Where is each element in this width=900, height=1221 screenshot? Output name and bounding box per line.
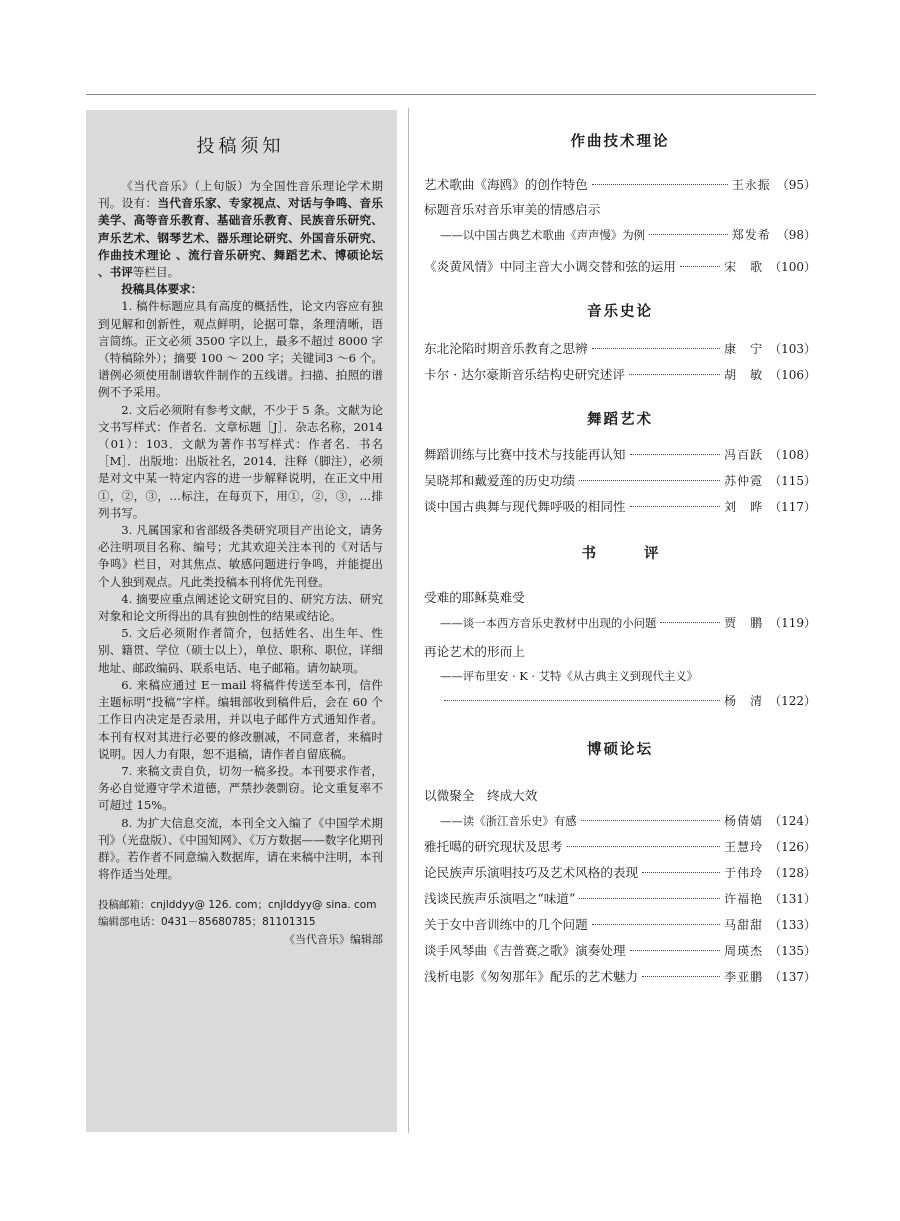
toc-entry[interactable]: [424, 886, 816, 912]
leader-dots: [660, 622, 720, 623]
entry-author: 宋 歌: [724, 260, 764, 274]
entry-page: （103）: [769, 342, 816, 356]
toc-entry-subtitle[interactable]: [424, 610, 816, 636]
entry-author: 冯百跃: [724, 448, 764, 462]
requirement-item: 4. 摘要应重点阐述论文研究目的、研究方法、研究对象和论文所得出的具有独创性的结果或结论。: [98, 591, 383, 624]
toc-entry[interactable]: [424, 468, 816, 494]
requirement-item: 7. 来稿文责自负，切勿一稿多投。本刊要求作者，务必自觉遵守学术道德，严禁抄袭剽窃。论文重复率不可超过 15%。: [98, 763, 383, 813]
section-title-composition: 作曲技术理论: [570, 134, 670, 150]
toc-entry[interactable]: [424, 964, 816, 990]
entry-title: 舞蹈训练与比赛中技术与技能再认知: [424, 447, 626, 462]
entry-page: （133）: [769, 918, 816, 932]
top-rule: [86, 94, 816, 95]
notice-body: [98, 178, 383, 883]
toc-entry-subtitle[interactable]: [424, 808, 816, 834]
toc-entry[interactable]: [424, 938, 816, 964]
intro-column-list: 当代音乐家、专家视点、对话与争鸣、音乐美学、高等音乐教育、基础音乐教育、民族音乐研究、声乐艺术、钢琴艺术、器乐理论研究、外国音乐研究、作曲技术理论 、流行音乐研究、舞蹈艺术、博硕论坛 、书评: [98, 196, 383, 280]
leader-dots: [444, 700, 720, 701]
section-title-book-review: 书评: [581, 546, 707, 562]
leader-dots: [680, 266, 720, 267]
entry-page: （126）: [769, 840, 816, 854]
entry-page: （115）: [769, 474, 816, 488]
toc-entry[interactable]: [424, 494, 816, 520]
intro-tail: 等栏目。: [132, 265, 180, 280]
toc-entry[interactable]: [424, 172, 816, 198]
editorial-signature: 《当代音乐》编辑部: [284, 933, 383, 947]
leader-dots: [581, 820, 720, 821]
entry-title: 关于女中音训练中的几个问题: [424, 917, 588, 932]
entry-author: 胡 敏: [724, 368, 764, 382]
entry-author: 郑发希: [731, 228, 771, 242]
requirement-item: 3. 凡属国家和省部级各类研究项目产出论文，请务必注明项目名称、编号；尤其欢迎关注本刊的《对话与争鸣》栏目，对其焦点、敏感问题进行争鸣，并能提出个人独到观点。凡此类投稿本刊将优先刊登。: [98, 523, 383, 589]
entry-page: （128）: [769, 866, 816, 880]
entry-title: 《炎黄风情》中同主音大小调交替和弦的运用: [424, 259, 676, 274]
leader-dots: [592, 924, 720, 925]
entry-title-line[interactable]: 标题音乐对音乐审美的情感启示: [424, 202, 601, 217]
editorial-phone: 编辑部电话：0431－85680785；81101315: [98, 916, 316, 929]
leader-dots: [629, 374, 720, 375]
entry-author: 马甜甜: [724, 918, 764, 932]
leader-dots: [642, 976, 720, 977]
entry-author: 于伟玲: [724, 866, 764, 880]
entry-title: 东北沦陷时期音乐教育之思辨: [424, 341, 588, 356]
entry-title-line[interactable]: 以微聚全 终成大效: [424, 788, 538, 803]
section-title-graduate-forum: 博硕论坛: [587, 742, 653, 758]
entry-page: （108）: [769, 448, 816, 462]
entry-title: 艺术歌曲《海鸥》的创作特色: [424, 177, 588, 192]
leader-dots: [630, 454, 721, 455]
entry-page: （100）: [769, 260, 816, 274]
requirements-heading: 投稿具体要求：: [121, 282, 203, 297]
entry-page: （135）: [769, 944, 816, 958]
entry-author: 刘 晔: [724, 500, 764, 514]
entry-page: （106）: [769, 368, 816, 382]
contact-block: [98, 897, 383, 948]
entry-title: 吴晓邦和戴爱莲的历史功绩: [424, 473, 576, 488]
toc-entry[interactable]: [424, 254, 816, 280]
requirement-item: 1. 稿件标题应具有高度的概括性，论文内容应有独到见解和创新性，观点鲜明，论据可靠，条理清晰，语言简练。正文必须 3500 字以上，最多不超过 8000 字（特稿除外）；摘要 100 ～ 200 字；关键词3 ～6 个。谱例必须使用制谱软件制作的五线谱。扫描、拍照的谱例不予采用。: [98, 299, 383, 400]
entry-page: （117）: [769, 500, 816, 514]
entry-subtitle: ——读《浙江音乐史》有感: [440, 814, 577, 828]
leader-dots: [630, 950, 721, 951]
toc-entry[interactable]: [424, 442, 816, 468]
entry-page: （124）: [769, 814, 816, 828]
requirement-item: 6. 来稿应通过 E－mail 将稿件传送至本刊，信件主题标明“投稿”字样。编辑部收到稿件后，会在 60 个工作日内决定是否录用，并以电子邮件方式通知作者。本刊有权对其进行必要的修改删减，不同意者，来稿时说明。因人力有限，恕不退稿，请作者自留底稿。: [98, 677, 383, 761]
entry-subtitle: ——以中国古典艺术歌曲《声声慢》为例: [440, 228, 646, 242]
section-title-dance: 舞蹈艺术: [587, 412, 653, 428]
column-divider: [408, 108, 409, 1133]
notice-intro: [98, 178, 383, 281]
leader-dots: [630, 506, 721, 507]
entry-page: （95）: [776, 178, 816, 192]
entry-page: （131）: [769, 892, 816, 906]
entry-author: 李亚鹏: [724, 970, 764, 984]
entry-title: 卡尔 · 达尔豪斯音乐结构史研究述评: [424, 367, 625, 382]
entry-author: 周瑛杰: [724, 944, 764, 958]
entry-author: 许福艳: [724, 892, 764, 906]
entry-page: （98）: [776, 228, 816, 242]
toc-entry[interactable]: [424, 362, 816, 388]
requirement-item: 5. 文后必须附作者简介，包括姓名、出生年、性别、籍贯、学位（硕士以上），单位、职称、职位，详细地址、邮政编码、联系电话、电子邮箱。请勿缺项。: [98, 626, 383, 675]
leader-dots: [642, 872, 720, 873]
entry-title: 浅谈民族声乐演唱之“味道”: [424, 891, 576, 906]
entry-title: 谈手风琴曲《吉普赛之歌》演奏处理: [424, 943, 626, 958]
submission-notice-panel: [86, 110, 397, 1132]
entry-subtitle-line: ——评布里安 · K · 艾特《从古典主义到现代主义》: [440, 669, 699, 683]
leader-dots: [567, 846, 721, 847]
entry-title-line[interactable]: 再论艺术的形而上: [424, 644, 525, 659]
entry-page: （137）: [769, 970, 816, 984]
leader-dots: [579, 480, 720, 481]
entry-page: （119）: [769, 616, 816, 630]
requirement-item: 2. 文后必须附有参考文献，不少于 5 条。文献为论文书写样式：作者名．文章标题［J］．杂志名称，2014（01）：103．文献为著作书写样式：作者名．书名［M］．出版地：出版社名，2014．注释（脚注），必须是对文中某一特定内容的进一步解释说明，在正文中用①，②，③，…标注，在每页下，用①，②，③，…排列书写。: [98, 402, 383, 520]
entry-author: 王慧玲: [724, 840, 764, 854]
leader-dots: [592, 184, 728, 185]
requirement-item: 8. 为扩大信息交流，本刊全文入编了《中国学术期刊》（光盘版）、《中国知网》、《万方数据——数字化期刊群》。若作者不同意编入数据库，请在来稿中注明，本刊将作适当处理。: [98, 815, 383, 882]
toc-entry-subtitle[interactable]: [424, 688, 816, 714]
entry-subtitle: ——谈一本西方音乐史教材中出现的小问题: [440, 616, 657, 630]
intro-text: 《当代音乐》（上旬版）为全国性音乐理论学术期刊。设有：: [98, 179, 383, 211]
entry-title: 浅析电影《匆匆那年》配乐的艺术魅力: [424, 969, 639, 984]
toc-entry[interactable]: [424, 336, 816, 362]
entry-page: （122）: [769, 694, 816, 708]
leader-dots: [579, 898, 720, 899]
toc-entry[interactable]: [424, 912, 816, 938]
leader-dots: [649, 234, 728, 235]
entry-title-line[interactable]: 受难的耶稣莫难受: [424, 590, 525, 605]
toc-entry[interactable]: [424, 834, 816, 860]
submission-email: 投稿邮箱：cnjlddyy@ 126. com；cnjlddyy@ sina. com: [98, 899, 377, 912]
section-title-music-history: 音乐史论: [587, 304, 653, 320]
entry-author: 康 宁: [724, 342, 764, 356]
entry-title: 谈中国古典舞与现代舞呼吸的相同性: [424, 499, 626, 514]
notice-title: 投稿须知: [196, 136, 285, 157]
entry-title: 雅托噶的研究现状及思考: [424, 839, 563, 854]
entry-author: 杨倩婧: [724, 814, 764, 828]
toc-entry-subtitle[interactable]: [424, 222, 816, 248]
table-of-contents: [424, 130, 816, 990]
entry-author: 贾 鹏: [724, 616, 764, 630]
entry-author: 王永振: [731, 178, 771, 192]
toc-entry[interactable]: [424, 860, 816, 886]
entry-title: 论民族声乐演唱技巧及艺术风格的表现: [424, 865, 639, 880]
leader-dots: [592, 348, 720, 349]
entry-author: 杨 清: [724, 694, 764, 708]
entry-author: 苏仲霓: [724, 474, 764, 488]
